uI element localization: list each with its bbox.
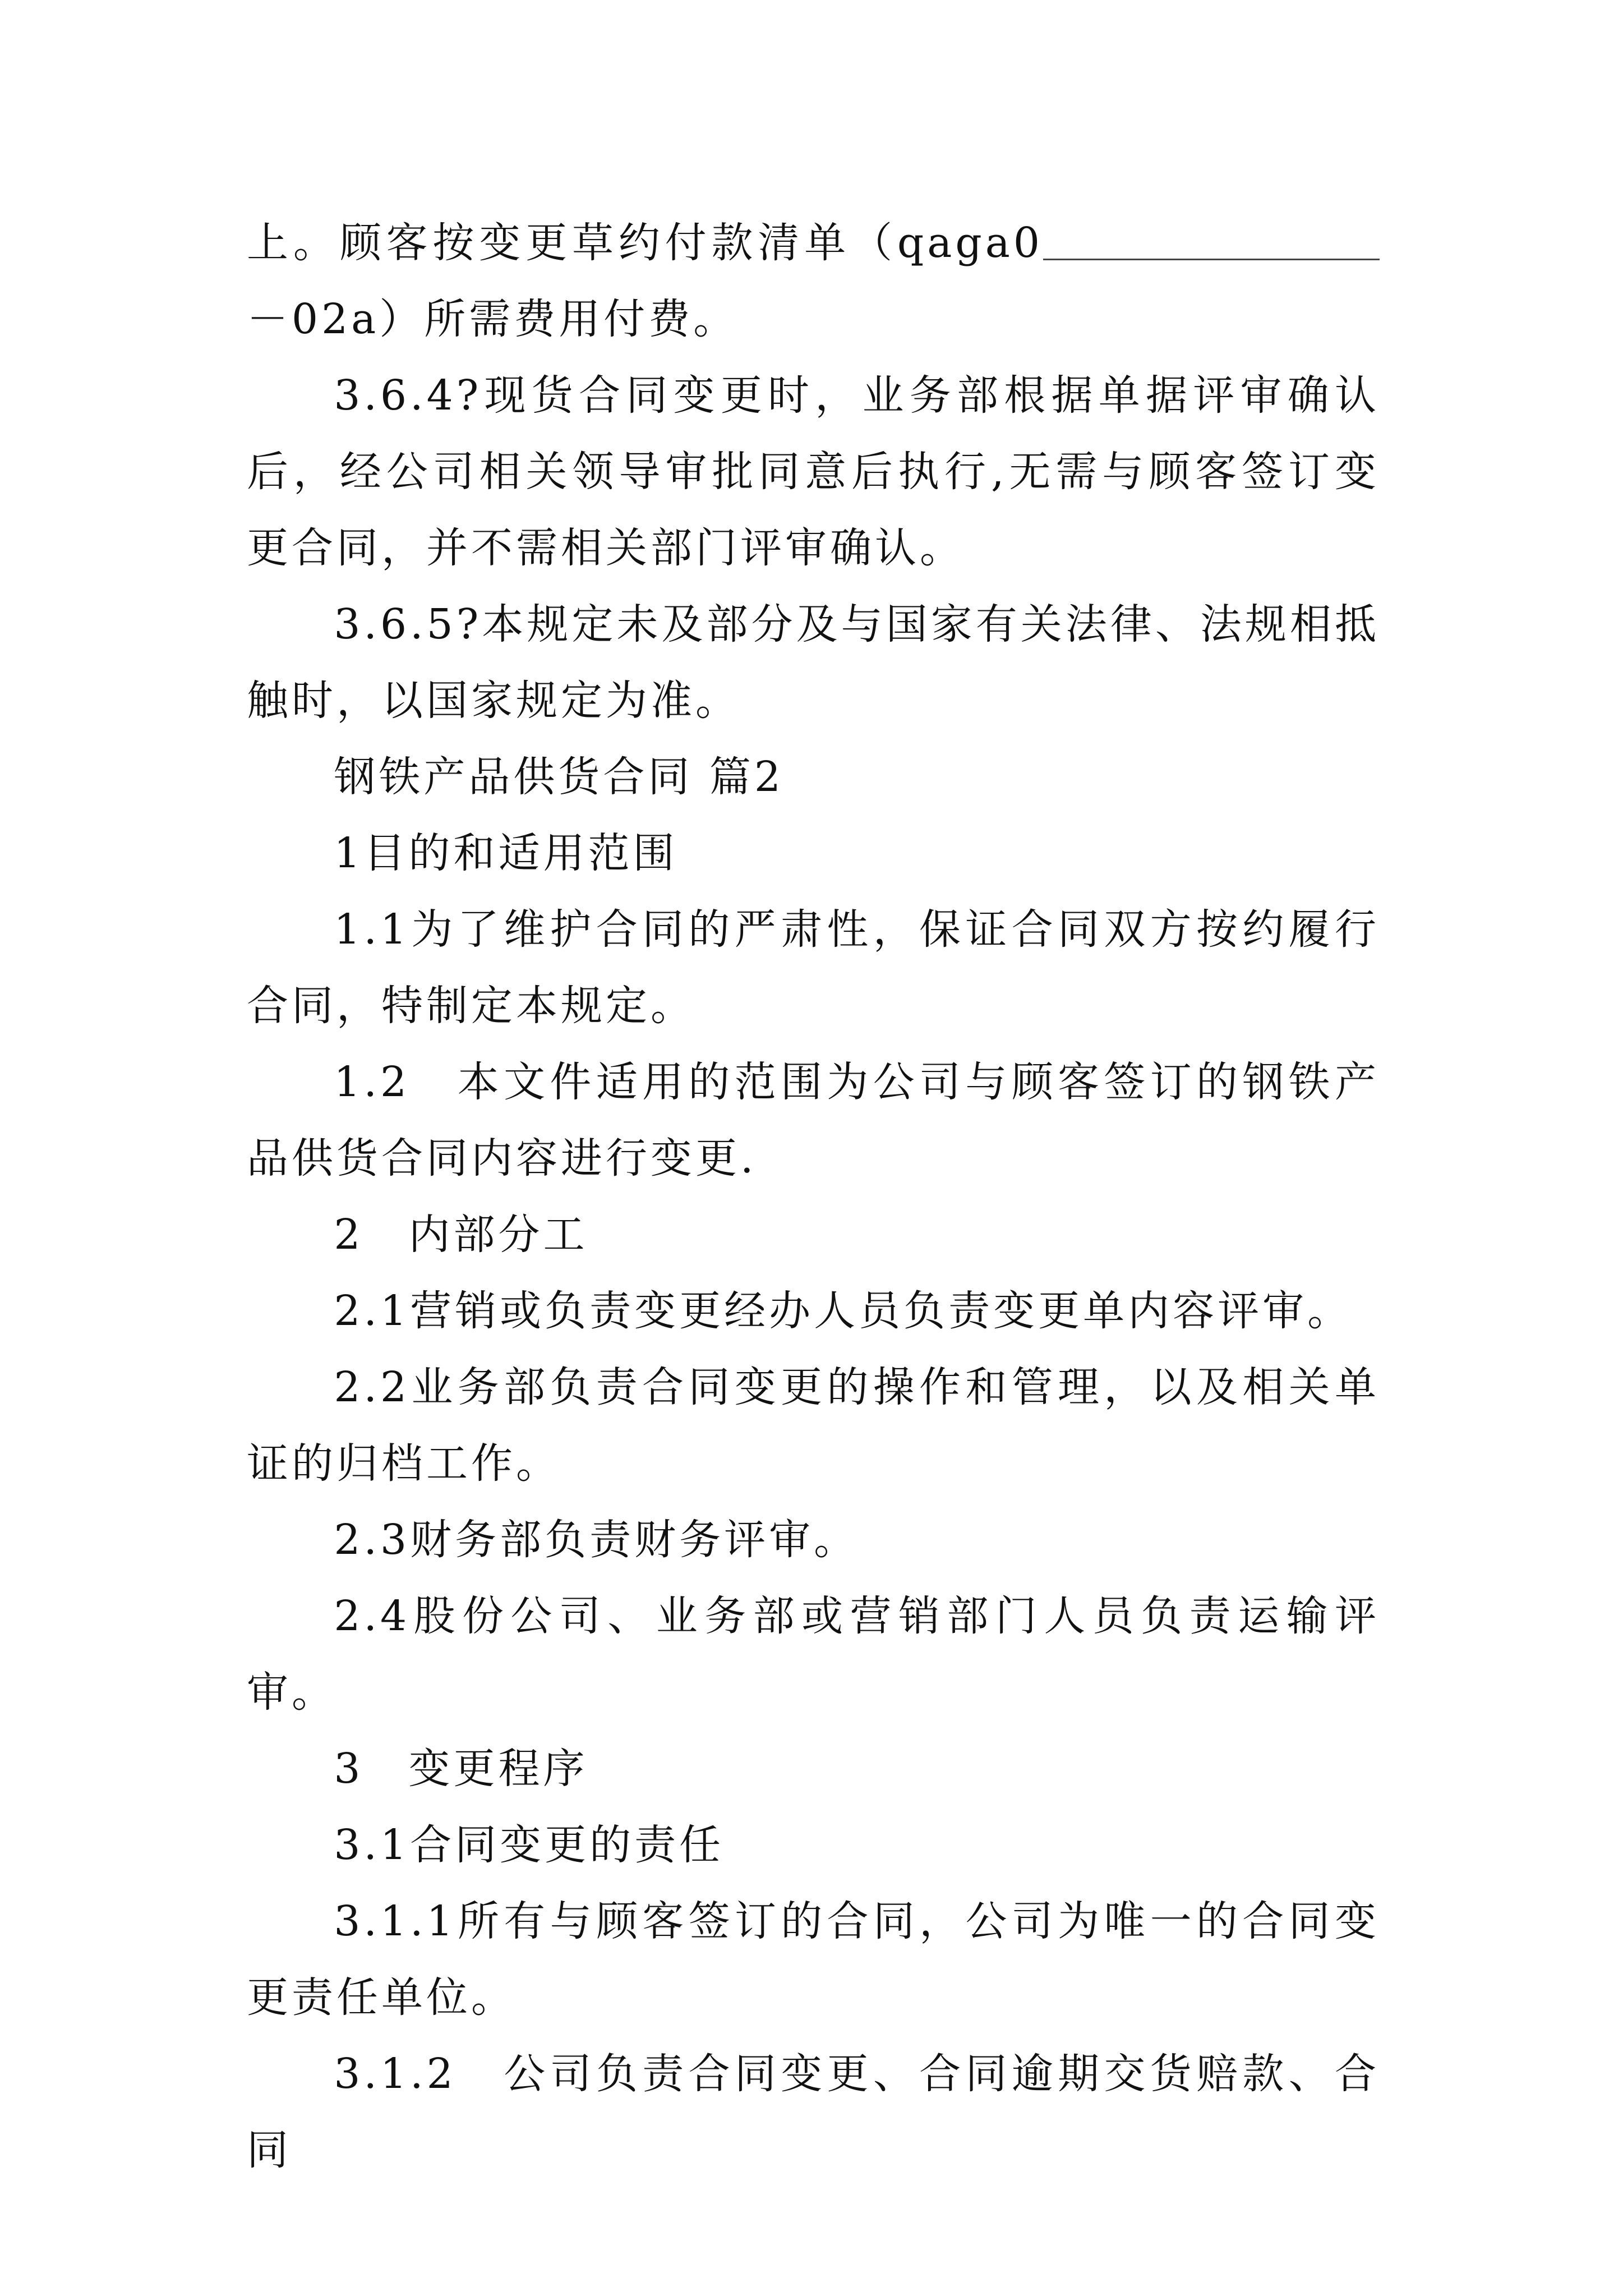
- paragraph-6: 1.2 本文件适用的范围为公司与顾客签订的钢铁产品供货合同内容进行变更.: [247, 1058, 1380, 1182]
- document-body: [247, 205, 1380, 2188]
- paragraph-15: 3.1.2 公司负责合同变更、合同逾期交货赔款、合同: [247, 2050, 1380, 2174]
- paragraph-1: 3.6.4?现货合同变更时，业务部根据单据评审确认后，经公司相关领导审批同意后执行,无需与顾客签订变更合同，并不需相关部门评审确认。: [247, 371, 1380, 572]
- paragraph-13: 3.1合同变更的责任: [334, 1821, 725, 1869]
- paragraph-8: 2.1营销或负责变更经办人员负责变更单内容评审。: [334, 1287, 1353, 1335]
- heading-1-purpose-scope: 1目的和适用范围: [334, 829, 678, 877]
- paragraph-9: 2.2业务部负责合同变更的操作和管理，以及相关单证的归档工作。: [247, 1363, 1380, 1488]
- paragraph-5: 1.1为了维护合同的严肃性，保证合同双方按约履行合同，特制定本规定。: [247, 905, 1380, 1030]
- fill-in-blank: [1043, 219, 1380, 260]
- paragraph-0: [247, 205, 1380, 357]
- section-heading-part-2: 钢铁产品供货合同 篇2: [334, 753, 784, 801]
- paragraph-14: 3.1.1所有与顾客签订的合同，公司为唯一的合同变更责任单位。: [247, 1897, 1380, 2022]
- paragraph-10: 2.3财务部负责财务评审。: [334, 1516, 859, 1564]
- paragraph-2: 3.6.5?本规定未及部分及与国家有关法律、法规相抵触时，以国家规定为准。: [247, 600, 1380, 725]
- heading-2-internal-division: 2 内部分工: [334, 1211, 588, 1259]
- paragraph-0-text-after: －02a）所需费用付费。: [247, 295, 739, 343]
- paragraph-11: 2.4股份公司、业务部或营销部门人员负责运输评审。: [247, 1592, 1380, 1717]
- heading-3-change-procedure: 3 变更程序: [334, 1745, 588, 1793]
- paragraph-0-text-before: 上。顾客按变更草约付款清单（qaga0: [247, 219, 1043, 267]
